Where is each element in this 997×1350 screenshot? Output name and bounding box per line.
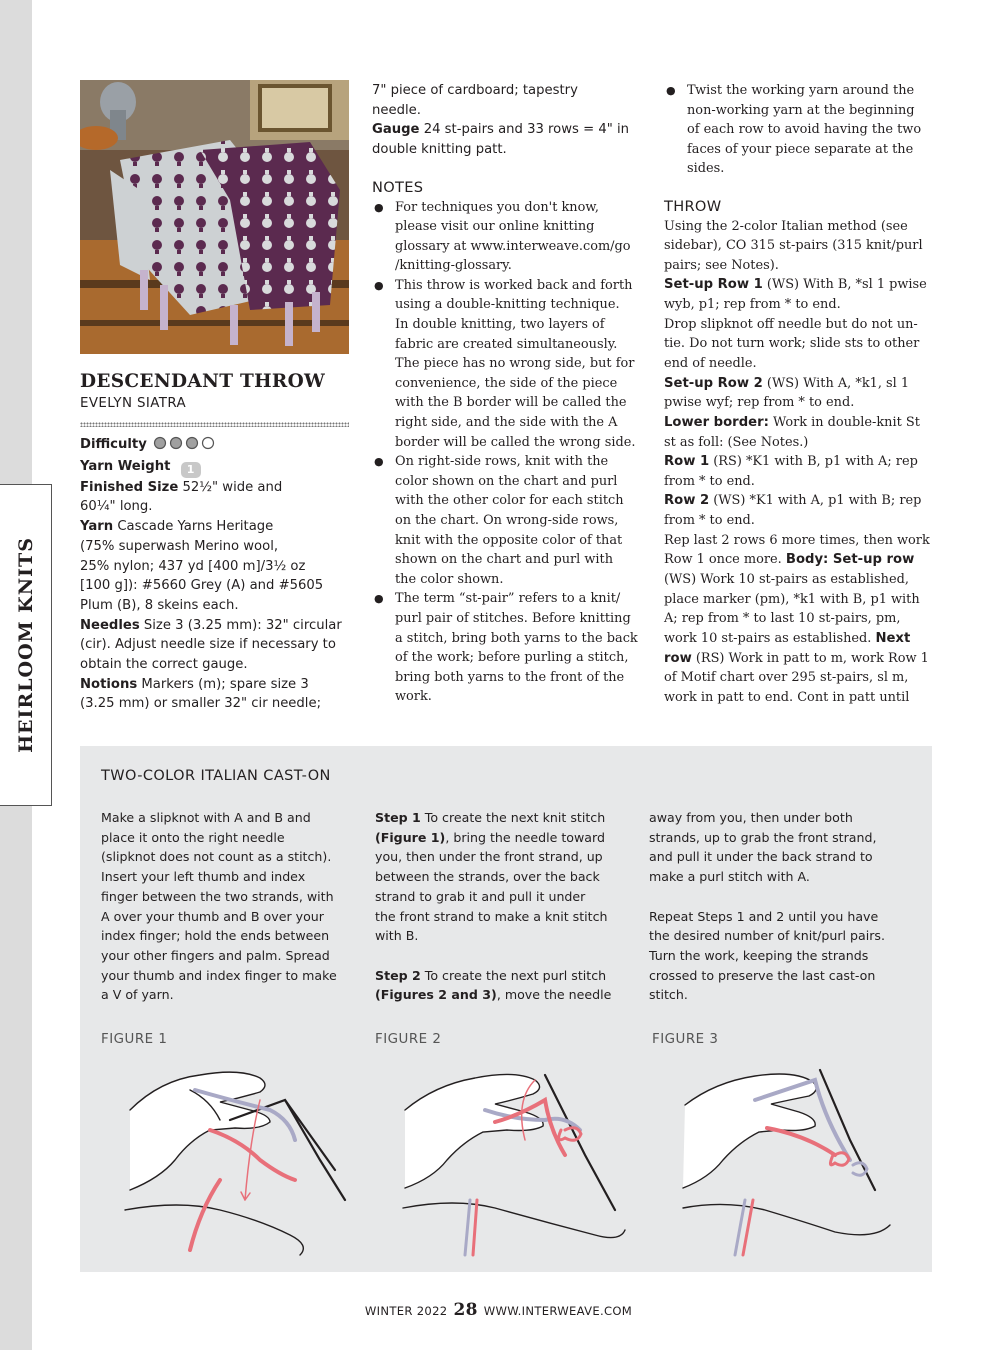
bullet-icon: ●: [666, 84, 676, 97]
step-2-text: To create the next purl stitch: [420, 967, 607, 983]
pattern-author: EVELYN SIATRA: [80, 396, 187, 411]
instruction-line: from * to end.: [664, 513, 755, 529]
step-1-text: between the strands, over the back: [375, 869, 600, 885]
instruction-line: pairs; see Notes).: [664, 257, 779, 273]
instruction-line: work in patt to end. Cont in patt until: [664, 689, 910, 705]
instruction-line: of Motif chart over 295 st-pairs, sl m,: [664, 670, 909, 686]
notions-text: (3.25 mm) or smaller 32" cir needle;: [80, 696, 322, 712]
note-line: bring both yarns to the front of the: [395, 669, 625, 685]
instruction-line: st as foll: (See Notes.): [664, 434, 809, 450]
figure-1-illustration: [120, 1060, 350, 1264]
cast-on-intro-line: your other fingers and palm. Spread: [101, 947, 330, 963]
note-line: sides.: [687, 161, 725, 177]
figure-3-illustration: [675, 1060, 900, 1264]
note-line: convenience, the side of the piece: [395, 375, 618, 391]
notes-heading: NOTES: [372, 178, 424, 196]
figures-2-3-ref: (Figures 2 and 3): [375, 987, 497, 1003]
step-1-text: you, then under the front strand, up: [375, 849, 603, 865]
step-1-text: with B.: [375, 928, 419, 944]
finished-size-text-2: 60¼" long.: [80, 499, 153, 515]
body-setup-label: Body: Set-up row: [785, 552, 915, 568]
materials-notes-column: [372, 81, 644, 707]
finished-size-label: Finished Size: [80, 479, 179, 495]
notions-continued: 7" piece of cardboard; tapestry: [372, 83, 578, 98]
note-line: For techniques you don't know,: [395, 199, 599, 215]
instruction-line: Rep last 2 rows 6 more times, then work: [664, 532, 930, 548]
instruction-line: (WS) With A, *k1, sl 1: [762, 375, 910, 391]
note-line: with the other color for each stitch: [395, 493, 624, 509]
instruction-line: Work in double-knit St: [768, 414, 920, 430]
instruction-line: Row 1 once more.: [664, 552, 786, 568]
note-line: glossary at www.interweave.com/go: [395, 238, 631, 254]
instruction-line: (RS) *K1 with B, p1 with A; rep: [709, 454, 918, 470]
instruction-line: tie. Do not turn work; slide sts to other: [664, 336, 920, 352]
instruction-line: A; rep from * to last 10 st-pairs, pm,: [664, 611, 901, 627]
yarn-text: 25% nylon; 437 yd [400 m]/3½ oz: [80, 558, 306, 574]
needles-text: obtain the correct gauge.: [80, 657, 248, 673]
step-1-text: , bring the needle toward: [445, 829, 605, 845]
note-line: a stitch, bring both yarns to the back: [395, 630, 638, 646]
step-2-text: strands, up to grab the front strand,: [649, 829, 877, 845]
note-line: The piece has no wrong side, but for: [395, 356, 635, 372]
gauge-text: double knitting patt.: [372, 142, 507, 158]
yarn-text: Plum (B), 8 skeins each.: [80, 597, 239, 613]
difficulty-dot-filled-icon: [171, 438, 182, 449]
difficulty-dot-filled-icon: [155, 438, 166, 449]
instruction-line: wyb, p1; rep from * to end.: [664, 297, 841, 313]
instruction-line: end of needle.: [664, 355, 757, 371]
cast-on-intro-line: your thumb and index finger to make: [101, 967, 337, 983]
instruction-line: Using the 2-color Italian method (see: [664, 218, 908, 234]
website-link[interactable]: WWW.INTERWEAVE.COM: [483, 1304, 633, 1318]
yarn-text: [100 g]): #5660 Grey (A) and #5605: [80, 578, 324, 594]
instruction-line: from * to end.: [664, 473, 755, 489]
cast-on-intro-line: Insert your left thumb and index: [101, 869, 306, 885]
needles-label: Needles: [80, 617, 140, 633]
issue-label: WINTER 2022: [364, 1304, 448, 1318]
note-line: non-working yarn at the beginning: [687, 102, 915, 118]
needles-text: Size 3 (3.25 mm): 32" circular: [139, 617, 342, 633]
notes-list: [372, 198, 644, 707]
difficulty-dot-empty-icon: [203, 438, 214, 449]
bullet-icon: ●: [374, 455, 384, 469]
note-line: of the work; before purling a stitch,: [395, 650, 629, 666]
finished-size-text: 52½" wide and: [178, 479, 283, 495]
yarn-weight-badge-icon: 1: [181, 462, 201, 478]
sidebar-title: TWO-COLOR ITALIAN CAST-ON: [101, 768, 331, 784]
repeat-text: stitch.: [649, 987, 688, 1003]
note-line: color shown on the chart and purl: [395, 473, 618, 489]
note-line: Twist the working yarn around the: [687, 83, 915, 98]
dotted-divider: [80, 422, 349, 427]
setup-row-1-label: Set-up Row 1: [664, 277, 763, 293]
note-line: faces of your piece separate at the: [687, 141, 914, 157]
instruction-line: (WS) Work 10 st-pairs as established,: [664, 572, 909, 588]
throw-photo: [80, 80, 349, 354]
step-1-label: Step 1: [375, 810, 421, 825]
cast-on-intro-line: a V of yarn.: [101, 987, 174, 1003]
specs-column: [80, 435, 352, 714]
note-line: please visit our online knitting: [395, 219, 595, 235]
instruction-line: place marker (pm), *k1 with B, p1 with: [664, 591, 920, 607]
list-item: [664, 81, 936, 179]
notions-text: Markers (m); spare size 3: [137, 676, 309, 692]
note-line: using a double-knitting technique.: [395, 297, 620, 313]
note-line: In double knitting, two layers of: [395, 317, 605, 333]
row-label: row: [664, 650, 692, 666]
step-2-text: make a purl stitch with A.: [649, 869, 810, 885]
note-line: This throw is worked back and forth: [395, 277, 633, 293]
note-line: purl pair of stitches. Before knitting: [395, 610, 631, 626]
figure-1-label: FIGURE 1: [101, 1032, 168, 1047]
yarn-weight-line: [80, 457, 352, 478]
note-line: On right-side rows, knit with the: [395, 454, 609, 470]
note-line: the color shown.: [395, 571, 504, 587]
note-line: with the B border will be called the: [395, 395, 627, 411]
needles-text: (cir). Adjust needle size if necessary to: [80, 637, 336, 653]
sidebar-column-1: [101, 808, 361, 1005]
note-line: fabric are created simultaneously.: [395, 336, 618, 352]
repeat-text: the desired number of knit/purl pairs.: [649, 928, 885, 944]
lower-border-label: Lower border:: [664, 414, 769, 430]
cast-on-intro-line: place it onto the right needle: [101, 829, 285, 845]
difficulty-line: [80, 435, 352, 457]
yarn-text: (75% superwash Merino wool,: [80, 538, 279, 554]
yarn-label: Yarn: [80, 519, 114, 535]
page-footer: [0, 1300, 997, 1320]
note-line: border will be called the wrong side.: [395, 434, 636, 450]
list-item: [372, 276, 644, 452]
notions-label: Notions: [80, 676, 138, 692]
pattern-title: DESCENDANT THROW: [80, 371, 326, 392]
figure-3-label: FIGURE 3: [652, 1032, 719, 1047]
list-item: [372, 452, 644, 589]
instruction-line: pwise wyf; rep from * to end.: [664, 395, 855, 411]
bullet-icon: ●: [374, 278, 384, 292]
step-2-text: , move the needle: [496, 987, 612, 1003]
row-1-label: Row 1: [664, 454, 710, 470]
figure-1-ref: (Figure 1): [375, 829, 446, 845]
step-1-text: To create the next knit stitch: [420, 810, 606, 825]
cast-on-intro-line: Make a slipknot with A and B and: [101, 810, 311, 825]
cast-on-intro-line: finger between the two strands, with: [101, 888, 334, 904]
next-label: Next: [875, 630, 911, 646]
instruction-line: (WS) With B, *sl 1 pwise: [762, 277, 927, 293]
note-line: shown on the chart and purl with: [395, 552, 614, 568]
repeat-text: crossed to preserve the last cast-on: [649, 967, 876, 983]
step-1-text: strand to grab it and pull it under: [375, 888, 586, 904]
notions-continued: needle.: [372, 102, 421, 118]
setup-row-2-label: Set-up Row 2: [664, 375, 763, 391]
sidebar-column-2: [375, 808, 635, 1005]
figure-2-label: FIGURE 2: [375, 1032, 442, 1047]
instruction-line: (WS) *K1 with A, p1 with B; rep: [709, 493, 922, 509]
gauge-label: Gauge: [372, 122, 420, 138]
list-item: [372, 589, 644, 707]
cast-on-intro-line: A over your thumb and B over your: [101, 908, 324, 924]
step-2-label: Step 2: [375, 967, 421, 983]
notes-list-continued: [664, 81, 936, 179]
note-line: work.: [395, 689, 432, 705]
step-2-text: and pull it under the back strand to: [649, 849, 873, 865]
step-1-text: the front strand to make a knit stitch: [375, 908, 608, 924]
instruction-line: (RS) Work in patt to m, work Row 1: [691, 650, 929, 666]
difficulty-dot-filled-icon: [187, 438, 198, 449]
sidebar-column-3: [649, 808, 919, 1005]
note-line: right side, and the side with the A: [395, 415, 618, 431]
yarn-weight-label: Yarn Weight: [80, 458, 171, 474]
section-tab-label: HEIRLOOM KNITS: [15, 537, 37, 753]
throw-heading: THROW: [664, 197, 722, 215]
note-line: The term “st-pair” refers to a knit/: [395, 591, 621, 607]
bullet-icon: ●: [374, 200, 384, 214]
note-line: of each row to avoid having the two: [687, 122, 922, 138]
repeat-text: Repeat Steps 1 and 2 until you have: [649, 908, 879, 924]
row-2-label: Row 2: [664, 493, 710, 509]
note-line: knit with the opposite color of that: [395, 532, 623, 548]
difficulty-rating: [153, 436, 219, 457]
difficulty-label: Difficulty: [80, 437, 147, 452]
gauge-text: 24 st-pairs and 33 rows = 4" in: [419, 122, 629, 138]
list-item: [372, 198, 644, 276]
instruction-line: Drop slipknot off needle but do not un-: [664, 316, 918, 332]
instruction-line: work 10 st-pairs as established.: [664, 630, 876, 646]
cast-on-intro-line: (slipknot does not count as a stitch).: [101, 849, 332, 865]
bullet-icon: ●: [374, 592, 384, 606]
note-line: on the chart. On wrong-side rows,: [395, 513, 619, 529]
yarn-text: Cascade Yarns Heritage: [113, 519, 274, 535]
instruction-line: sidebar), CO 315 st-pairs (315 knit/purl: [664, 238, 923, 254]
repeat-text: Turn the work, keeping the strands: [649, 947, 869, 963]
cast-on-intro-line: index finger; hold the ends between: [101, 928, 330, 944]
instructions-column: [664, 81, 936, 707]
figure-2-illustration: [395, 1060, 630, 1264]
note-line: /knitting-glossary.: [395, 258, 512, 274]
step-2-text: away from you, then under both: [649, 810, 853, 825]
page-number: 28: [453, 1300, 478, 1320]
